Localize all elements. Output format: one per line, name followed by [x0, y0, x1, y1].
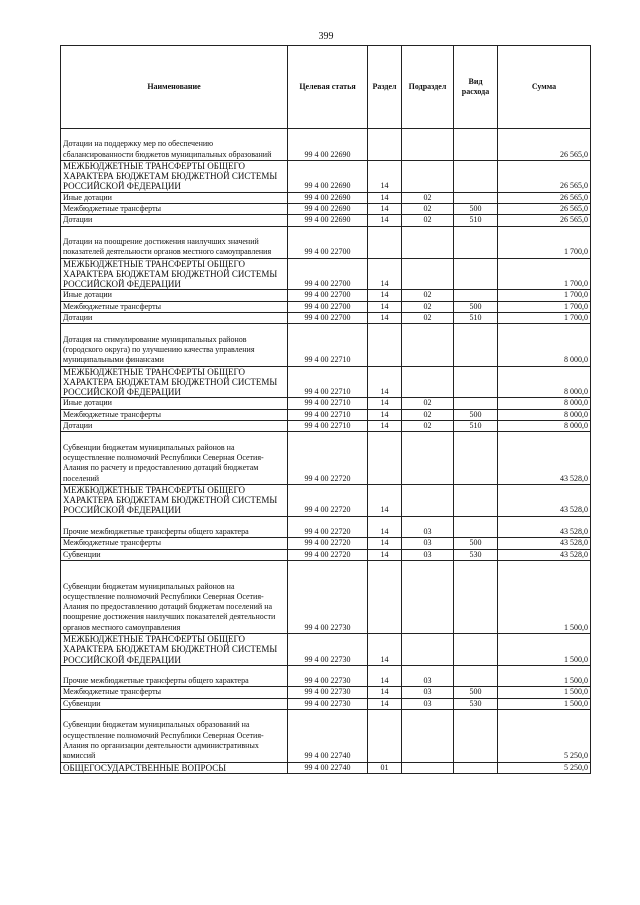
row-subsection	[402, 366, 454, 398]
row-target-article: 99 4 00 22700	[288, 290, 368, 301]
row-section	[368, 324, 402, 366]
row-section: 14	[368, 366, 402, 398]
row-expense-type: 500	[454, 538, 498, 549]
row-expense-type: 500	[454, 301, 498, 312]
row-section: 14	[368, 421, 402, 432]
row-name: МЕЖБЮДЖЕТНЫЕ ТРАНСФЕРТЫ ОБЩЕГО ХАРАКТЕРА БЮДЖЕТАМ БЮДЖЕТНОЙ СИСТЕМЫ РОССИЙСКОЙ ФЕДЕРАЦИИ	[61, 160, 288, 192]
row-expense-type: 500	[454, 204, 498, 215]
row-name: Дотации	[61, 421, 288, 432]
row-expense-type	[454, 258, 498, 290]
row-sum: 8 000,0	[498, 398, 591, 409]
row-subsection: 02	[402, 290, 454, 301]
budget-table	[60, 45, 591, 774]
row-expense-type	[454, 560, 498, 633]
row-name: ОБЩЕГОСУДАРСТВЕННЫЕ ВОПРОСЫ	[61, 762, 288, 773]
row-subsection: 02	[402, 192, 454, 203]
row-name: Межбюджетные трансферты	[61, 687, 288, 698]
row-sum: 43 528,0	[498, 549, 591, 560]
row-sum: 5 250,0	[498, 762, 591, 773]
row-sum: 43 528,0	[498, 432, 591, 485]
row-expense-type	[454, 484, 498, 516]
row-section: 14	[368, 192, 402, 203]
table-row	[61, 762, 591, 773]
row-name: Межбюджетные трансферты	[61, 409, 288, 420]
row-subsection: 02	[402, 398, 454, 409]
row-section: 14	[368, 633, 402, 665]
row-section: 14	[368, 258, 402, 290]
row-target-article: 99 4 00 22710	[288, 324, 368, 366]
row-expense-type	[454, 192, 498, 203]
column-header-name: Наименование	[61, 46, 288, 129]
table-row	[61, 129, 591, 161]
row-sum: 1 500,0	[498, 665, 591, 687]
row-name: МЕЖБЮДЖЕТНЫЕ ТРАНСФЕРТЫ ОБЩЕГО ХАРАКТЕРА БЮДЖЕТАМ БЮДЖЕТНОЙ СИСТЕМЫ РОССИЙСКОЙ ФЕДЕРАЦИИ	[61, 366, 288, 398]
row-sum: 1 500,0	[498, 698, 591, 709]
row-target-article: 99 4 00 22720	[288, 432, 368, 485]
row-expense-type	[454, 762, 498, 773]
row-expense-type	[454, 665, 498, 687]
row-name: Субвенции бюджетам муниципальных районов на осуществление полномочий Республики Северная Осетия-Алания по предоставлению дотаций бюджетам поселений на поощрение достижения наилучших показателей деятельности органов местного самоуправления	[61, 560, 288, 633]
row-expense-type	[454, 432, 498, 485]
row-expense-type	[454, 366, 498, 398]
row-section: 14	[368, 665, 402, 687]
column-header-sum: Сумма	[498, 46, 591, 129]
row-target-article: 99 4 00 22710	[288, 421, 368, 432]
row-sum: 1 500,0	[498, 633, 591, 665]
row-name: МЕЖБЮДЖЕТНЫЕ ТРАНСФЕРТЫ ОБЩЕГО ХАРАКТЕРА БЮДЖЕТАМ БЮДЖЕТНОЙ СИСТЕМЫ РОССИЙСКОЙ ФЕДЕРАЦИИ	[61, 633, 288, 665]
row-expense-type: 500	[454, 687, 498, 698]
row-expense-type	[454, 324, 498, 366]
row-sum: 8 000,0	[498, 421, 591, 432]
row-subsection	[402, 633, 454, 665]
row-sum: 8 000,0	[498, 366, 591, 398]
row-subsection	[402, 710, 454, 763]
row-section: 14	[368, 409, 402, 420]
table-row	[61, 258, 591, 290]
row-name: МЕЖБЮДЖЕТНЫЕ ТРАНСФЕРТЫ ОБЩЕГО ХАРАКТЕРА БЮДЖЕТАМ БЮДЖЕТНОЙ СИСТЕМЫ РОССИЙСКОЙ ФЕДЕРАЦИИ	[61, 258, 288, 290]
row-name: Прочие межбюджетные трансферты общего характера	[61, 665, 288, 687]
row-target-article: 99 4 00 22720	[288, 516, 368, 538]
row-target-article: 99 4 00 22730	[288, 665, 368, 687]
row-sum: 8 000,0	[498, 324, 591, 366]
table-row	[61, 698, 591, 709]
row-subsection: 03	[402, 516, 454, 538]
row-subsection: 03	[402, 698, 454, 709]
table-row	[61, 204, 591, 215]
row-target-article: 99 4 00 22730	[288, 687, 368, 698]
row-sum: 43 528,0	[498, 538, 591, 549]
table-row	[61, 665, 591, 687]
row-subsection	[402, 484, 454, 516]
page-number: 399	[318, 31, 334, 42]
row-sum: 5 250,0	[498, 710, 591, 763]
row-expense-type	[454, 633, 498, 665]
row-target-article: 99 4 00 22720	[288, 549, 368, 560]
table-body	[61, 129, 591, 774]
column-header-section: Раздел	[368, 46, 402, 129]
row-section: 14	[368, 204, 402, 215]
row-subsection: 02	[402, 301, 454, 312]
row-expense-type	[454, 398, 498, 409]
row-section: 14	[368, 687, 402, 698]
row-target-article: 99 4 00 22710	[288, 409, 368, 420]
row-name: Межбюджетные трансферты	[61, 204, 288, 215]
row-expense-type: 530	[454, 698, 498, 709]
row-expense-type: 530	[454, 549, 498, 560]
row-target-article: 99 4 00 22710	[288, 366, 368, 398]
row-target-article: 99 4 00 22690	[288, 160, 368, 192]
row-subsection: 02	[402, 421, 454, 432]
table-row	[61, 324, 591, 366]
row-expense-type	[454, 290, 498, 301]
row-sum: 8 000,0	[498, 409, 591, 420]
row-name: Межбюджетные трансферты	[61, 301, 288, 312]
row-target-article: 99 4 00 22720	[288, 538, 368, 549]
table-row	[61, 516, 591, 538]
row-target-article: 99 4 00 22730	[288, 560, 368, 633]
row-expense-type: 510	[454, 215, 498, 226]
row-sum: 43 528,0	[498, 516, 591, 538]
row-target-article: 99 4 00 22720	[288, 484, 368, 516]
table-row	[61, 226, 591, 258]
row-target-article: 99 4 00 22690	[288, 129, 368, 161]
table-row	[61, 409, 591, 420]
row-section	[368, 432, 402, 485]
row-expense-type	[454, 710, 498, 763]
row-subsection	[402, 762, 454, 773]
row-sum: 1 500,0	[498, 687, 591, 698]
table-header-row	[61, 46, 591, 129]
row-sum: 26 565,0	[498, 129, 591, 161]
row-section: 14	[368, 549, 402, 560]
table-row	[61, 313, 591, 324]
row-sum: 26 565,0	[498, 192, 591, 203]
row-sum: 26 565,0	[498, 204, 591, 215]
row-target-article: 99 4 00 22740	[288, 710, 368, 763]
row-subsection	[402, 258, 454, 290]
row-target-article: 99 4 00 22740	[288, 762, 368, 773]
row-name: Межбюджетные трансферты	[61, 538, 288, 549]
table-row	[61, 421, 591, 432]
row-section	[368, 710, 402, 763]
row-section: 14	[368, 301, 402, 312]
row-name: Субвенции бюджетам муниципальных районов на осуществление полномочий Республики Северная Осетия-Алания по расчету и предоставлению дотаций бюджетам поселений	[61, 432, 288, 485]
row-target-article: 99 4 00 22690	[288, 204, 368, 215]
row-subsection: 02	[402, 204, 454, 215]
row-name: МЕЖБЮДЖЕТНЫЕ ТРАНСФЕРТЫ ОБЩЕГО ХАРАКТЕРА БЮДЖЕТАМ БЮДЖЕТНОЙ СИСТЕМЫ РОССИЙСКОЙ ФЕДЕРАЦИИ	[61, 484, 288, 516]
table-row	[61, 160, 591, 192]
row-section	[368, 129, 402, 161]
row-target-article: 99 4 00 22710	[288, 398, 368, 409]
row-name: Иные дотации	[61, 290, 288, 301]
row-sum: 1 700,0	[498, 313, 591, 324]
row-name: Дотации на поощрение достижения наилучших значений показателей деятельности органов местного самоуправления	[61, 226, 288, 258]
row-subsection	[402, 226, 454, 258]
row-target-article: 99 4 00 22690	[288, 215, 368, 226]
row-name: Субвенции	[61, 549, 288, 560]
column-header-expense-type: Вид расхода	[454, 46, 498, 129]
row-expense-type: 500	[454, 409, 498, 420]
row-section	[368, 226, 402, 258]
table-row	[61, 432, 591, 485]
table-row	[61, 560, 591, 633]
row-section: 14	[368, 516, 402, 538]
row-section: 14	[368, 484, 402, 516]
row-expense-type: 510	[454, 313, 498, 324]
row-expense-type	[454, 129, 498, 161]
row-target-article: 99 4 00 22730	[288, 633, 368, 665]
table-row	[61, 398, 591, 409]
row-expense-type	[454, 516, 498, 538]
column-header-article: Целевая статья	[288, 46, 368, 129]
row-expense-type: 510	[454, 421, 498, 432]
row-name: Прочие межбюджетные трансферты общего характера	[61, 516, 288, 538]
row-sum: 43 528,0	[498, 484, 591, 516]
row-subsection: 03	[402, 687, 454, 698]
row-target-article: 99 4 00 22730	[288, 698, 368, 709]
row-name: Субвенции	[61, 698, 288, 709]
row-sum: 26 565,0	[498, 160, 591, 192]
row-subsection: 03	[402, 538, 454, 549]
row-target-article: 99 4 00 22700	[288, 313, 368, 324]
row-section: 14	[368, 215, 402, 226]
row-sum: 1 700,0	[498, 290, 591, 301]
table-row	[61, 366, 591, 398]
row-name: Дотация на стимулирование муниципальных районов (городского округа) по улучшению качества управления муниципальными финансами	[61, 324, 288, 366]
row-subsection	[402, 160, 454, 192]
table-row	[61, 538, 591, 549]
row-expense-type	[454, 160, 498, 192]
row-subsection	[402, 129, 454, 161]
row-section: 01	[368, 762, 402, 773]
row-sum: 1 500,0	[498, 560, 591, 633]
table-row	[61, 710, 591, 763]
row-sum: 1 700,0	[498, 258, 591, 290]
row-subsection: 03	[402, 665, 454, 687]
row-target-article: 99 4 00 22700	[288, 301, 368, 312]
table-row	[61, 290, 591, 301]
row-section: 14	[368, 313, 402, 324]
table-row	[61, 301, 591, 312]
row-name: Иные дотации	[61, 398, 288, 409]
table-row	[61, 484, 591, 516]
table-row	[61, 633, 591, 665]
row-subsection: 03	[402, 549, 454, 560]
table-row	[61, 687, 591, 698]
row-name: Субвенции бюджетам муниципальных образований на осуществление полномочий Республики Северная Осетия-Алания по организации деятельности административных комиссий	[61, 710, 288, 763]
row-name: Иные дотации	[61, 192, 288, 203]
row-subsection: 02	[402, 409, 454, 420]
row-subsection	[402, 324, 454, 366]
row-target-article: 99 4 00 22690	[288, 192, 368, 203]
row-section: 14	[368, 160, 402, 192]
row-name: Дотации на поддержку мер по обеспечению сбалансированности бюджетов муниципальных образований	[61, 129, 288, 161]
row-subsection	[402, 432, 454, 485]
table-row	[61, 192, 591, 203]
row-subsection: 02	[402, 313, 454, 324]
row-target-article: 99 4 00 22700	[288, 226, 368, 258]
column-header-subsection: Подраздел	[402, 46, 454, 129]
table-row	[61, 215, 591, 226]
table-row	[61, 549, 591, 560]
row-expense-type	[454, 226, 498, 258]
row-target-article: 99 4 00 22700	[288, 258, 368, 290]
row-section: 14	[368, 538, 402, 549]
row-section: 14	[368, 290, 402, 301]
row-section	[368, 560, 402, 633]
row-name: Дотации	[61, 313, 288, 324]
row-subsection: 02	[402, 215, 454, 226]
row-name: Дотации	[61, 215, 288, 226]
row-section: 14	[368, 398, 402, 409]
row-subsection	[402, 560, 454, 633]
row-sum: 26 565,0	[498, 215, 591, 226]
row-sum: 1 700,0	[498, 226, 591, 258]
row-section: 14	[368, 698, 402, 709]
row-sum: 1 700,0	[498, 301, 591, 312]
